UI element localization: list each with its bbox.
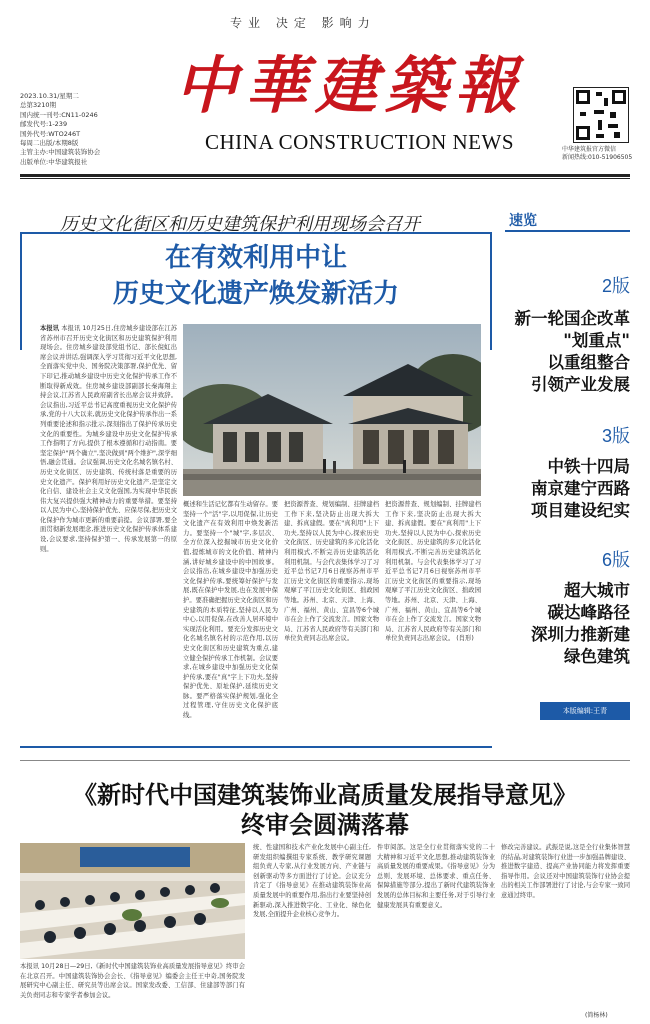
masthead-slogan: 专业 决定 影响力	[230, 16, 376, 30]
meta-line: 每周二出版/本期8版	[20, 139, 79, 148]
lead-column-text: 本报讯 10月25日,住房城乡建设部在江苏省苏州市召开历史文化街区和历史建筑保护利用现场会。住房城乡建设部党组书记、部长倪虹出席会议并讲话,强调深入学习贯彻习近平文化思想,全面落实党中央、国务院决策部署,保护优先、留下印记,推动城乡建设中历史文化保护传承工作不断取得新成效。住房城乡建设部副部长秦海翔主持会议,江苏省人民政府副省长出席会议并致辞。会议指出,习近平总书记高度重视历史文化保护传承,党的十八大以来,就历史文化保护传承作出一系列重要论述和指示批示,深刻指出了保护传承历史文化的重要性。为城乡建设中历史文化保护传承工作指明了方向,提供了根本遵循和行动指南。要坚定保护"两个确立",坚决做到"两个维护",深学细悟,融会贯通。会议强调,历史文化名城名镇名村、历史文化街区、历史建筑、传统村落是重要的历史文化遗产。保护利用好历史文化遗产,是坚定文化自信、建设社会主义文化强国,为实现中华民族伟大复兴提供强大精神动力的重要举措。要坚持以人民为中心,坚持保护优先、应保尽保,把历史文化保护作为城市更新的重要前提。会议部署,要全面贯彻新发展理念,推进历史文化保护传承体系建设,会议要求,坚持保护第一、传承发展第一的原则。	[40, 325, 177, 553]
story2-column-text: 本报讯 10月28日—29日,《新时代中国建筑装饰业高质量发展指导意见》终审会在北京召开。中国建筑装饰协会会长、《指导意见》编委会主任王中奇,国务院发展研究中心副主任、研究员等出席会议。国家发改委、工信部、住建部等部门有关负责同志和专家学者参加会议。	[20, 963, 245, 999]
story2-byline-end: (简杨林)	[585, 1012, 608, 1019]
lead-column-2	[183, 500, 278, 738]
lead-column-text: 概述和生活记忆都有生动留存。要坚持一个"活"字,以用促保,让历史文化遗产在有效利用中焕发新活力。要坚持一个"城"字,多层次、全方位深入挖掘城市历史文化价值,提炼城市的文化价值、精神内涵,讲好城乡建设中的中国故事。会议指出,在城乡建设中加强历史文化保护传承,要统筹好保护与发展,既在保护中发展,也在发展中保护。要准确把握历史文化街区和历史建筑的本质特征,坚持以人民为中心,以用促保,在改善人居环境中实现活化利用。要充分发挥历史文化名城名镇名村的示范作用,以历史文化街区和历史建筑为重点,建立健全保护传承工作机制。会议要求,在城乡建设中加强历史文化保护传承,要在"真"字上下功夫,坚持保护优先、原址保护,延续历史文脉。要严格落实保护规划,强化全过程管理,守住历史文化保护底线。	[183, 501, 278, 720]
story2-column-2	[253, 843, 371, 1011]
masthead-rule	[20, 174, 630, 177]
newspaper-logo-chinese: 中華建築報	[175, 49, 526, 122]
story2-column-text: 统、性建国和技术产业化发展中心副主任,研发组织编撰组专家系统、教学研究课题组负责人专家,从行业发展方向、产业链与创新驱动等多方面进行了讨论。会议充分肯定了《指导意见》在推动建筑装饰业高质量发展中的重要作用,指出行业要坚持创新驱动,深入推进数字化、工业化、绿色化发展,全面提升企业核心竞争力。	[253, 844, 371, 919]
lead-headline[interactable]	[20, 240, 492, 312]
meta-line: 国内统一刊号:CN11-0246	[20, 110, 98, 119]
meeting-photo[interactable]	[20, 843, 245, 959]
sidebar-item-version[interactable]: 6版	[601, 550, 630, 570]
lead-column-1	[40, 324, 177, 738]
meta-line: 主管主办:中国建筑装饰协会	[20, 148, 101, 157]
lower-section-rule	[20, 760, 630, 761]
lead-column-4	[385, 500, 481, 738]
story2-headline-line: 《新时代中国建筑装饰业高质量发展指导意见》	[73, 780, 577, 809]
section-divider	[20, 746, 492, 748]
meta-line: 2023.10.31/星期二	[20, 92, 79, 100]
meta-line: 出版单位:中华建筑报社	[20, 157, 88, 166]
story2-column-1	[20, 962, 245, 1012]
lead-headline-line: 在有效利用中让	[164, 243, 347, 273]
qr-code-icon[interactable]	[573, 87, 629, 143]
sidebar-heading: 速览	[509, 213, 537, 229]
story2-column-3	[377, 843, 495, 1011]
story2-headline-line: 终审会圆满落幕	[241, 810, 409, 839]
meta-line: 总第3210期	[20, 101, 57, 110]
qr-caption-line: 中华建筑报官方微信	[562, 146, 617, 153]
lead-kicker[interactable]: 历史文化街区和历史建筑保护利用现场会召开	[60, 214, 420, 235]
page-editor-badge: 本版编辑:王青	[540, 702, 630, 720]
lead-column-text: 把资源普查、规划编制、挂牌建档工作下来,坚决防止出现大拆大建、拆真建假。要在"真利用"上下功夫,坚持以人民为中心,探索历史文化街区、历史建筑的多元化活化利用模式,不断完善历史建筑活化利用机制。与会代表集体学习了习近平总书记7月6日视察苏州市平江历史文化街区的重要指示,现场观摩了平江历史文化街区、拙政园等地。苏州、北京、天津、上海、广州、福州、黄山、宜昌等6个城市在会上作了交流发言。国家文物局、江苏省人民政府等有关部门和单位负责同志出席会议。	[385, 501, 481, 643]
lead-headline-line: 历史文化遗产焕发新活力	[112, 279, 399, 309]
lead-byline: 本报讯	[40, 325, 60, 332]
issue-meta	[20, 92, 170, 167]
sidebar-item-version[interactable]: 3版	[601, 426, 630, 446]
sidebar-item-title[interactable]: 超大城市 碳达峰路径 深圳力推新建 绿色建筑	[531, 581, 630, 666]
sidebar-heading-rule	[505, 230, 630, 232]
lead-byline-end: (肖形)	[456, 635, 474, 643]
story2-column-text: 件审阅部。这是全行业贯彻落实党的二十大精神和习近平文化思想,推动建筑装饰业高质量发展的重要成果。《指导意见》分为总则、发展环境、总体要求、重点任务、保障措施等部分,提出了新时代建筑装饰业发展的总体目标和主要任务,对于引导行业健康发展具有重要意义。	[377, 844, 495, 909]
quick-view-sidebar	[505, 200, 630, 745]
masthead	[0, 0, 650, 176]
hotline: 新闻热线:010-51906505	[562, 154, 633, 161]
newspaper-logo-english: CHINA CONSTRUCTION NEWS	[205, 130, 515, 154]
story2-column-4	[501, 843, 630, 1003]
meta-line: 国外代号:WTO246T	[20, 129, 81, 138]
qr-caption	[562, 146, 642, 162]
masthead-rule-thin	[20, 178, 630, 179]
sidebar-item-version[interactable]: 2版	[601, 276, 630, 296]
lead-column-3	[284, 500, 379, 738]
story2-headline[interactable]	[20, 780, 630, 840]
sidebar-item-title[interactable]: 新一轮国企改革 "划重点" 以重组整合 引领产业发展	[514, 309, 630, 394]
lead-column-text: 把资源普查、规划编制、挂牌建档工作下来,坚决防止出现大拆大建、拆真建假。要在"真利用"上下功夫,坚持以人民为中心,探索历史文化街区、历史建筑的多元化活化利用模式,不断完善历史建筑活化利用机制。与会代表集体学习了习近平总书记7月6日视察苏州市平江历史文化街区的重要指示,现场观摩了平江历史文化街区、拙政园等地。苏州、北京、天津、上海、广州、福州、黄山、宜昌等6个城市在会上作了交流发言。国家文物局、江苏省人民政府等有关部门和单位负责同志出席会议。	[284, 501, 379, 643]
lead-photo[interactable]	[183, 324, 481, 496]
story2-column-text: 修改完善建议。武振是说,这是全行业集体智慧的结晶,对建筑装饰行业进一步加强品牌建设、推进数字建造、提高产业协同能力将发挥重要指导作用。会议还对中国建筑装饰行业协会提出的相关工作部署进行了讨论,与会专家一致同意通过终审。	[501, 844, 630, 899]
sidebar-item-title[interactable]: 中铁十四局 南京建宁西路 项目建设纪实	[531, 457, 630, 520]
meta-line: 邮发代号:1-239	[20, 120, 68, 129]
